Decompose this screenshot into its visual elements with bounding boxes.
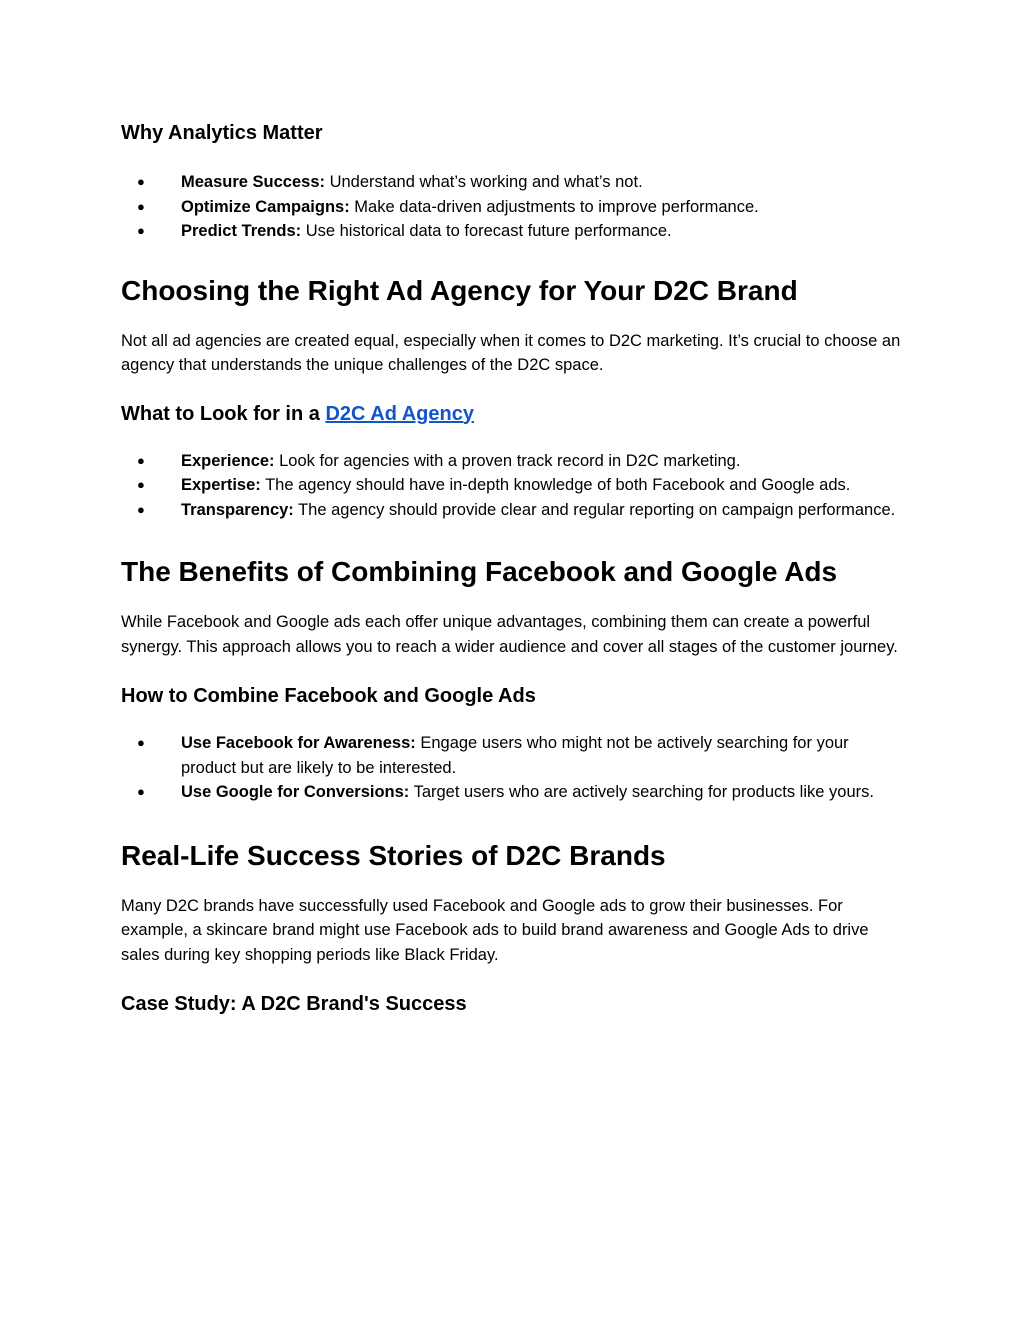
list-item-text: Make data-driven adjustments to improve performance. — [349, 197, 759, 216]
list-item-term: Transparency: — [181, 500, 294, 519]
stories-paragraph: Many D2C brands have successfully used Facebook and Google ads to grow their businesses. For example, a skincare brand might use Facebook ads to build brand awareness and Google Ads to drive sales during key shopping periods like Black Friday. — [121, 896, 869, 964]
list-item-term: Experience: — [181, 451, 275, 470]
list-item-term: Use Google for Conversions: — [181, 783, 410, 801]
bullet-icon: ● — [137, 501, 145, 517]
subheading-case-study: Case Study: A D2C Brand's Success — [121, 993, 467, 1015]
bullet-icon: ● — [137, 174, 145, 189]
heading-why-analytics-matter: Why Analytics Matter — [121, 122, 323, 144]
list-item-text: Engage users who might not be actively searching for your product but are likely to be interested. — [181, 734, 849, 777]
list-item-text: Understand what’s working and what’s not. — [325, 173, 643, 191]
list-item-term: Measure Success: — [181, 173, 325, 191]
list-item-text: The agency should provide clear and regular reporting on campaign performance. — [293, 500, 896, 519]
list-item — [121, 498, 906, 523]
list-item — [121, 195, 906, 220]
list-item-term: Use Facebook for Awareness: — [181, 734, 416, 752]
list-item — [121, 473, 906, 498]
list-item — [121, 170, 906, 195]
agency-criteria-list — [121, 449, 906, 523]
list-item — [121, 449, 906, 474]
bullet-icon: ● — [137, 477, 145, 492]
heading-benefits-combining: The Benefits of Combining Facebook and Google Ads — [121, 556, 838, 587]
d2c-ad-agency-link[interactable]: D2C Ad Agency — [325, 402, 474, 425]
subheading-what-to-look-for — [121, 399, 906, 429]
heading-success-stories: Real-Life Success Stories of D2C Brands — [121, 839, 666, 871]
bullet-icon: ● — [137, 784, 145, 799]
list-item-term: Expertise: — [181, 476, 261, 494]
subheading-prefix: What to Look for in a — [121, 402, 326, 425]
list-item — [121, 731, 906, 780]
list-item — [121, 780, 906, 805]
bullet-icon: ● — [137, 735, 145, 750]
subheading-how-to-combine: How to Combine Facebook and Google Ads — [121, 685, 536, 707]
list-item-text: Use historical data to forecast future performance. — [301, 222, 672, 240]
list-item-term: Optimize Campaigns: — [181, 197, 350, 216]
document-content — [121, 118, 906, 1019]
bullet-icon: ● — [137, 452, 145, 468]
bullet-icon: ● — [137, 198, 145, 214]
agency-paragraph: Not all ad agencies are created equal, especially when it comes to D2C marketing. It’s crucial to choose an agency that understands the unique challenges of the D2C space. — [121, 331, 901, 374]
combine-list — [121, 731, 906, 805]
analytics-list — [121, 170, 906, 244]
heading-choosing-agency: Choosing the Right Ad Agency for Your D2C Brand — [121, 274, 798, 306]
list-item-text: The agency should have in-depth knowledge of both Facebook and Google ads. — [260, 476, 851, 494]
benefits-paragraph: While Facebook and Google ads each offer unique advantages, combining them can create a powerful synergy. This approach allows you to reach a wider audience and cover all stages of the customer journey. — [121, 613, 898, 656]
bullet-icon: ● — [137, 223, 145, 238]
list-item-text: Target users who are actively searching for products like yours. — [409, 783, 874, 801]
list-item-text: Look for agencies with a proven track record in D2C marketing. — [274, 451, 741, 470]
list-item-term: Predict Trends: — [181, 222, 302, 240]
list-item — [121, 219, 906, 244]
